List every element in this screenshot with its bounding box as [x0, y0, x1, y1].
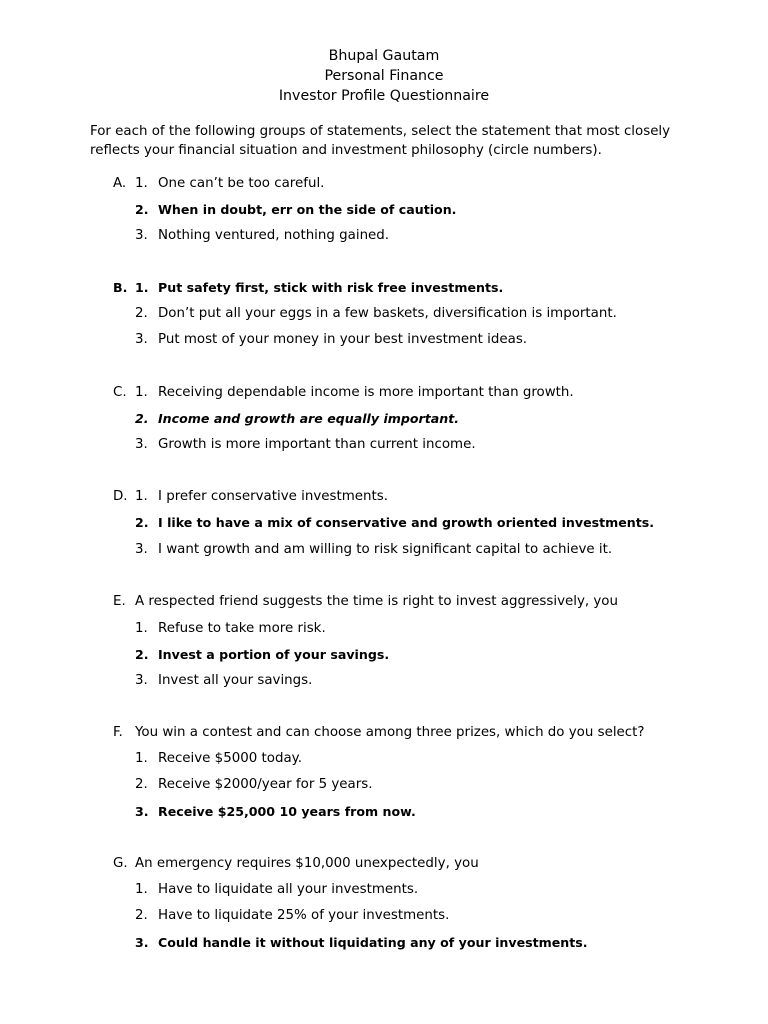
document-title: Investor Profile Questionnaire — [278, 88, 490, 104]
question-d-option-3 — [0, 540, 768, 560]
option-number: 2. — [135, 908, 148, 923]
option-text: I prefer conservative investments. — [158, 489, 389, 504]
question-g-option-1 — [0, 880, 768, 900]
option-text: Receiving dependable income is more important than growth. — [158, 385, 574, 400]
question-c-option-2-selected — [0, 409, 768, 429]
option-number: 3. — [135, 673, 148, 688]
question-text: A respected friend suggests the time is right to invest aggressively, you — [135, 594, 618, 609]
option-number: 3. — [135, 804, 149, 819]
question-c-letter: C. — [113, 385, 127, 400]
option-text: Income and growth are equally important. — [158, 411, 460, 426]
option-text: When in doubt, err on the side of caution. — [158, 202, 457, 217]
question-b-option-3 — [0, 330, 768, 350]
question-a-option-3 — [0, 226, 768, 246]
option-text: Receive $25,000 10 years from now. — [158, 804, 416, 819]
option-number: 2. — [135, 515, 149, 530]
option-text: Receive $5000 today. — [158, 751, 302, 766]
author-name: Bhupal Gautam — [328, 48, 440, 64]
instructions-line-1: For each of the following groups of statements, select the statement that most closely — [90, 124, 671, 139]
question-c-option-1 — [0, 383, 768, 403]
option-number: 1. — [135, 385, 148, 400]
instructions-line-2: reflects your financial situation and investment philosophy (circle numbers). — [90, 143, 602, 158]
question-text: An emergency requires $10,000 unexpectedly, you — [135, 856, 479, 871]
option-number: 2. — [135, 202, 149, 217]
question-f-option-2 — [0, 775, 768, 795]
question-e-prompt — [0, 592, 768, 612]
question-f-letter: F. — [113, 725, 123, 740]
question-g-option-3-selected — [0, 933, 768, 953]
option-number: 1. — [135, 621, 148, 636]
question-d-option-2-selected — [0, 513, 768, 533]
option-text: Invest a portion of your savings. — [158, 647, 390, 662]
option-number: 1. — [135, 280, 149, 295]
question-d-option-1 — [0, 487, 768, 507]
option-text: Growth is more important than current income. — [158, 437, 476, 452]
question-b-letter: B. — [113, 280, 128, 295]
option-text: Receive $2000/year for 5 years. — [158, 777, 373, 792]
option-number: 1. — [135, 489, 148, 504]
question-text: You win a contest and can choose among three prizes, which do you select? — [135, 725, 645, 740]
option-text: Don’t put all your eggs in a few baskets, diversification is important. — [158, 306, 617, 321]
question-a-option-1 — [0, 174, 768, 194]
question-f-option-3-selected — [0, 802, 768, 822]
option-number: 1. — [135, 176, 148, 191]
option-text: I like to have a mix of conservative and growth oriented investments. — [158, 515, 655, 530]
question-e-option-1 — [0, 619, 768, 639]
option-text: Nothing ventured, nothing gained. — [158, 228, 390, 243]
question-g-prompt — [0, 854, 768, 874]
question-g-option-2 — [0, 906, 768, 926]
option-text: Invest all your savings. — [158, 673, 313, 688]
question-e-option-3 — [0, 671, 768, 691]
option-text: Put most of your money in your best investment ideas. — [158, 332, 528, 347]
option-number: 3. — [135, 542, 148, 557]
document-header — [0, 46, 768, 106]
question-c-option-3 — [0, 435, 768, 455]
option-number: 1. — [135, 882, 148, 897]
option-text: Have to liquidate all your investments. — [158, 882, 419, 897]
option-text: Refuse to take more risk. — [158, 621, 326, 636]
question-f-option-1 — [0, 749, 768, 769]
option-text: Put safety first, stick with risk free investments. — [158, 280, 504, 295]
option-number: 3. — [135, 437, 148, 452]
option-number: 2. — [135, 647, 149, 662]
question-d-letter: D. — [113, 489, 128, 504]
question-a-option-2-selected — [0, 200, 768, 220]
question-g-letter: G. — [113, 856, 128, 871]
option-number: 2. — [135, 306, 148, 321]
instructions — [90, 122, 710, 160]
question-e-option-2-selected — [0, 645, 768, 665]
option-number: 3. — [135, 228, 148, 243]
question-b-option-2 — [0, 304, 768, 324]
question-a-letter: A. — [113, 176, 127, 191]
question-e-letter: E. — [113, 594, 126, 609]
option-number: 3. — [135, 935, 149, 950]
option-number: 3. — [135, 332, 148, 347]
option-number: 2. — [135, 411, 149, 426]
option-text: I want growth and am willing to risk significant capital to achieve it. — [158, 542, 613, 557]
option-text: Have to liquidate 25% of your investments. — [158, 908, 450, 923]
course-name: Personal Finance — [324, 68, 444, 84]
option-number: 2. — [135, 777, 148, 792]
question-f-prompt — [0, 723, 768, 743]
question-b-option-1-selected — [0, 278, 768, 298]
option-number: 1. — [135, 751, 148, 766]
option-text: One can’t be too careful. — [158, 176, 325, 191]
option-text: Could handle it without liquidating any of your investments. — [158, 935, 588, 950]
